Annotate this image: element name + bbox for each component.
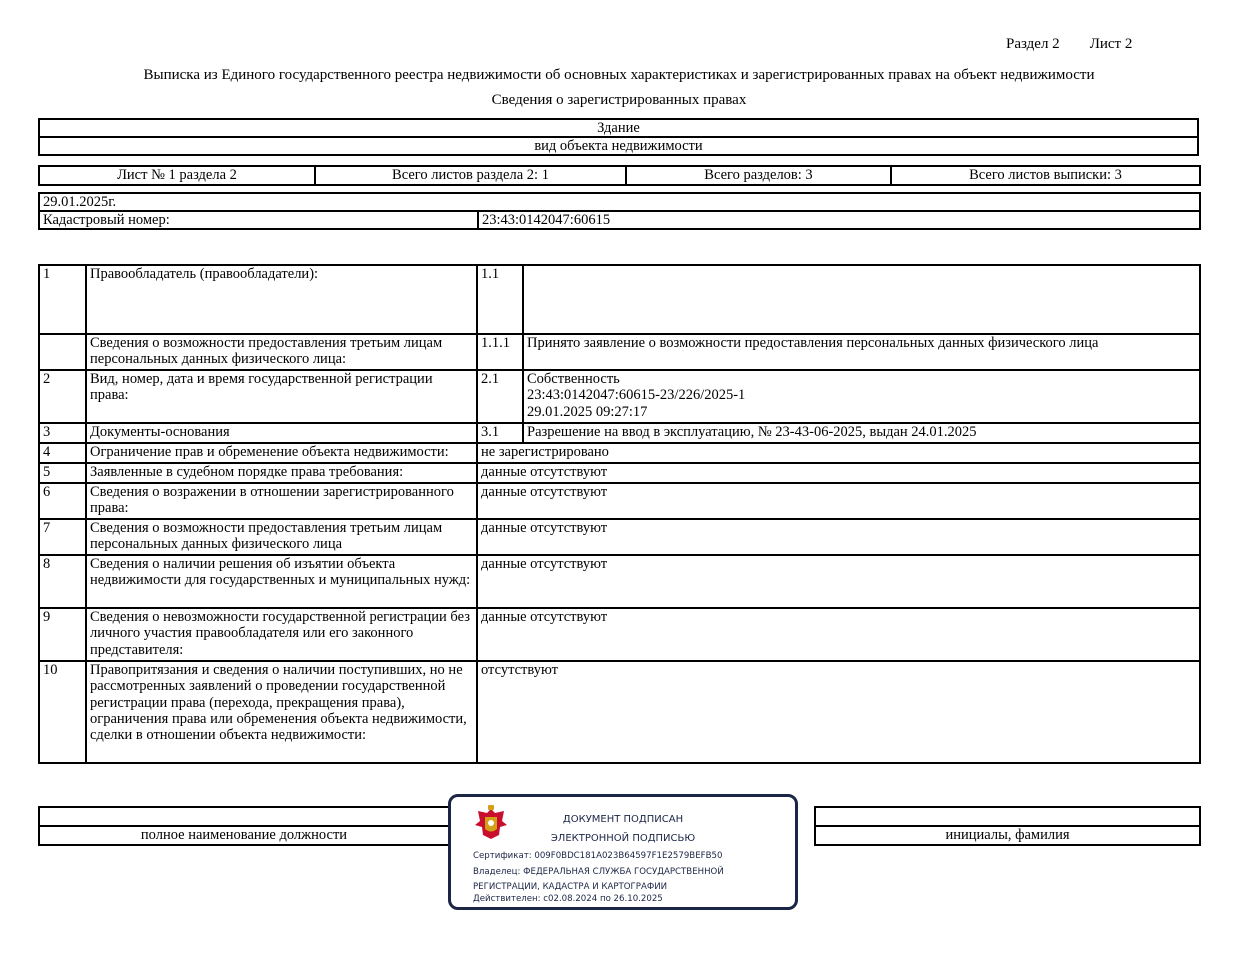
row-number: 9 bbox=[39, 608, 86, 661]
table-row bbox=[39, 370, 1200, 423]
table-row bbox=[39, 265, 1200, 334]
sheets-table bbox=[38, 165, 1201, 186]
row-number: 4 bbox=[39, 443, 86, 463]
row-label: Сведения о возможности предоставления третьим лицам персональных данных физического лица: bbox=[86, 334, 477, 370]
table-row bbox=[39, 334, 1200, 370]
row-value: данные отсутствуют bbox=[477, 608, 1200, 661]
row-value: данные отсутствуют bbox=[477, 519, 1200, 555]
right-type: Собственность bbox=[527, 371, 620, 387]
row-value: данные отсутствуют bbox=[477, 483, 1200, 519]
object-type-caption: вид объекта недвижимости bbox=[39, 137, 1198, 155]
total-extract-sheets: Всего листов выписки: 3 bbox=[891, 166, 1200, 185]
row-value: Разрешение на ввод в эксплуатацию, № 23-43-06-2025, выдан 24.01.2025 bbox=[523, 423, 1200, 443]
stamp-line-1: ДОКУМЕНТ ПОДПИСАН bbox=[562, 814, 684, 825]
row-number: 2 bbox=[39, 370, 86, 423]
row-subnumber: 2.1 bbox=[477, 370, 523, 423]
stamp-owner-2: РЕГИСТРАЦИИ, КАДАСТРА И КАРТОГРАФИИ bbox=[473, 882, 668, 892]
row-number: 5 bbox=[39, 463, 86, 483]
row-number: 1 bbox=[39, 265, 86, 334]
cadastral-number: 23:43:0142047:60615 bbox=[478, 211, 1200, 229]
section-label: Раздел 2 bbox=[1006, 36, 1060, 52]
row-value: Принято заявление о возможности предоставления персональных данных физического лица bbox=[523, 334, 1200, 370]
row-subnumber: 1.1.1 bbox=[477, 334, 523, 370]
cadastral-table bbox=[38, 192, 1201, 230]
row-number: 7 bbox=[39, 519, 86, 555]
row-value: данные отсутствуют bbox=[477, 555, 1200, 608]
row-value: отсутствуют bbox=[477, 661, 1200, 763]
stamp-certificate: Сертификат: 009F0BDC181A023B64597F1E2579BEFB50 bbox=[473, 851, 723, 861]
row-value bbox=[523, 265, 1200, 334]
row-value: не зарегистрировано bbox=[477, 443, 1200, 463]
row-number bbox=[39, 334, 86, 370]
position-blank bbox=[39, 807, 449, 826]
table-row bbox=[39, 443, 1200, 463]
row-number: 10 bbox=[39, 661, 86, 763]
stamp-line-2: ЭЛЕКТРОННОЙ ПОДПИСЬЮ bbox=[550, 833, 696, 844]
extract-date: 29.01.2025г. bbox=[39, 193, 1200, 211]
table-row bbox=[39, 555, 1200, 608]
sheet-label: Лист 2 bbox=[1089, 36, 1133, 52]
object-type-table bbox=[38, 118, 1199, 156]
row-label: Сведения о невозможности государственной регистрации без личного участия правообладателя или его законного представителя: bbox=[86, 608, 477, 661]
row-label: Правопритязания и сведения о наличии поступивших, но не рассмотренных заявлений о проведении государственной регистрации права (перехода, прекращения права), ограничения права или обременения объекта недвижимости, сделки в отношении объекта недвижимости: bbox=[86, 661, 477, 763]
row-label: Сведения о возможности предоставления третьим лицам персональных данных физического лица bbox=[86, 519, 477, 555]
row-subnumber: 3.1 bbox=[477, 423, 523, 443]
row-label: Ограничение прав и обременение объекта недвижимости: bbox=[86, 443, 477, 463]
object-type: Здание bbox=[39, 119, 1198, 137]
name-blank bbox=[815, 807, 1200, 826]
row-label: Вид, номер, дата и время государственной регистрации права: bbox=[86, 370, 477, 423]
cadastral-label: Кадастровый номер: bbox=[39, 211, 478, 229]
rights-table bbox=[38, 264, 1201, 764]
registration-number: 23:43:0142047:60615-23/226/2025-1 bbox=[527, 387, 746, 404]
page-indicator bbox=[1006, 36, 1132, 53]
row-number: 6 bbox=[39, 483, 86, 519]
row-subnumber: 1.1 bbox=[477, 265, 523, 334]
row-label: Правообладатель (правообладатели): bbox=[86, 265, 477, 334]
sheet-number: Лист № 1 раздела 2 bbox=[39, 166, 315, 185]
total-sections: Всего разделов: 3 bbox=[626, 166, 891, 185]
row-value: данные отсутствуют bbox=[477, 463, 1200, 483]
row-value bbox=[523, 370, 1200, 423]
stamp-owner-1: Владелец: ФЕДЕРАЛЬНАЯ СЛУЖБА ГОСУДАРСТВЕННОЙ bbox=[473, 867, 724, 877]
name-caption: инициалы, фамилия bbox=[815, 826, 1200, 845]
document-subtitle: Сведения о зарегистрированных правах bbox=[491, 92, 747, 108]
document-title: Выписка из Единого государственного реестра недвижимости об основных характеристиках и зарегистрированных правах на объект недвижимости bbox=[143, 67, 1095, 83]
position-caption: полное наименование должности bbox=[39, 826, 449, 845]
table-row bbox=[39, 608, 1200, 661]
registration-datetime: 29.01.2025 09:27:17 bbox=[527, 403, 648, 420]
total-section-sheets: Всего листов раздела 2: 1 bbox=[315, 166, 626, 185]
row-label: Документы-основания bbox=[86, 423, 477, 443]
row-label: Сведения о возражении в отношении зарегистрированного права: bbox=[86, 483, 477, 519]
table-row bbox=[39, 661, 1200, 763]
table-row bbox=[39, 423, 1200, 443]
row-number: 8 bbox=[39, 555, 86, 608]
table-row bbox=[39, 519, 1200, 555]
row-label: Заявленные в судебном порядке права требования: bbox=[86, 463, 477, 483]
electronic-signature-stamp bbox=[448, 794, 798, 910]
row-number: 3 bbox=[39, 423, 86, 443]
table-row bbox=[39, 463, 1200, 483]
table-row bbox=[39, 483, 1200, 519]
row-label: Сведения о наличии решения об изъятии объекта недвижимости для государственных и муниципальных нужд: bbox=[86, 555, 477, 608]
stamp-validity: Действителен: с02.08.2024 по 26.10.2025 bbox=[473, 894, 663, 904]
